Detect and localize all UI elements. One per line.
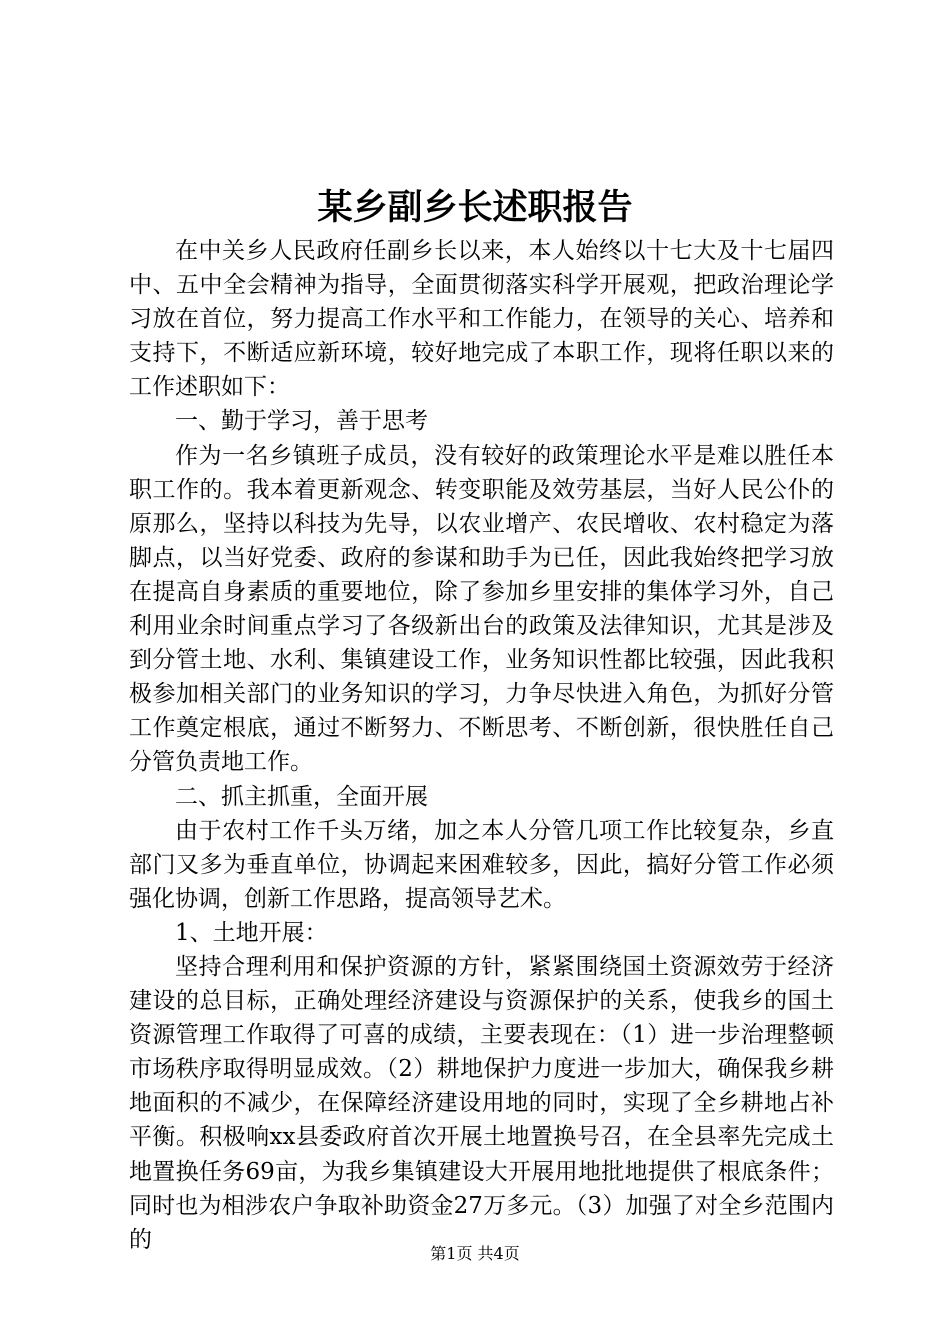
paragraph-study: 作为一名乡镇班子成员，没有较好的政策理论水平是难以胜任本职工作的。我本着更新观念、转变职能及效劳基层，当好人民公仆的原那么，坚持以科技为先导，以农业增产、农民增收、农村稳定为落脚点，以当好党委、政府的参谋和助手为已任，因此我始终把学习放在提高自身素质的重要地位，除了参加乡里安排的集体学习外，自己利用业余时间重点学习了各级新出台的政策及法律知识，尤其是涉及到分管土地、水利、集镇建设工作，业务知识性都比较强，因此我积极参加相关部门的业务知识的学习，力争尽快进入角色，为抓好分管工作奠定根底，通过不断努力、不断思考、不断创新，很快胜任自己分管负责地工作。 [129, 442, 834, 776]
paragraph-land: 坚持合理利用和保护资源的方针，紧紧围绕国土资源效劳于经济建设的总目标，正确处理经济建设与资源保护的关系，使我乡的国土资源管理工作取得了可喜的成绩，主要表现在：（1）进一步治理整顿市场秩序取得明显成效。（2）耕地保护力度进一步加大，确保我乡耕地面积的不减少，在保障经济建设用地的同时，实现了全乡耕地占补平衡。积极响xx县委政府首次开展土地置换号召，在全县率先完成土地置换任务69亩，为我乡集镇建设大开展用地批地提供了根底条件；同时也为相涉农户争取补助资金27万多元。（3）加强了对全乡范围内的 [129, 953, 834, 1253]
document-body [129, 234, 834, 1257]
subsection-heading-land: 1、土地开展： [175, 919, 328, 946]
page-footer: 第1页 共4页 [430, 1244, 520, 1263]
document-title: 某乡副乡长述职报告 [317, 187, 633, 228]
paragraph-intro: 在中关乡人民政府任副乡长以来，本人始终以十七大及十七届四中、五中全会精神为指导，全面贯彻落实科学开展观，把政治理论学习放在首位，努力提高工作水平和工作能力，在领导的关心、培养和支持下，不断适应新环境，较好地完成了本职工作，现将任职以来的工作述职如下： [129, 238, 834, 401]
section-heading-1: 一、勤于学习，善于思考 [175, 408, 428, 435]
paragraph-coordination: 由于农村工作千头万绪，加之本人分管几项工作比较复杂，乡直部门又多为垂直单位，协调起来困难较多，因此，搞好分管工作必须强化协调，创新工作思路，提高领导艺术。 [129, 817, 834, 912]
section-heading-2: 二、抓主抓重，全面开展 [175, 783, 428, 810]
